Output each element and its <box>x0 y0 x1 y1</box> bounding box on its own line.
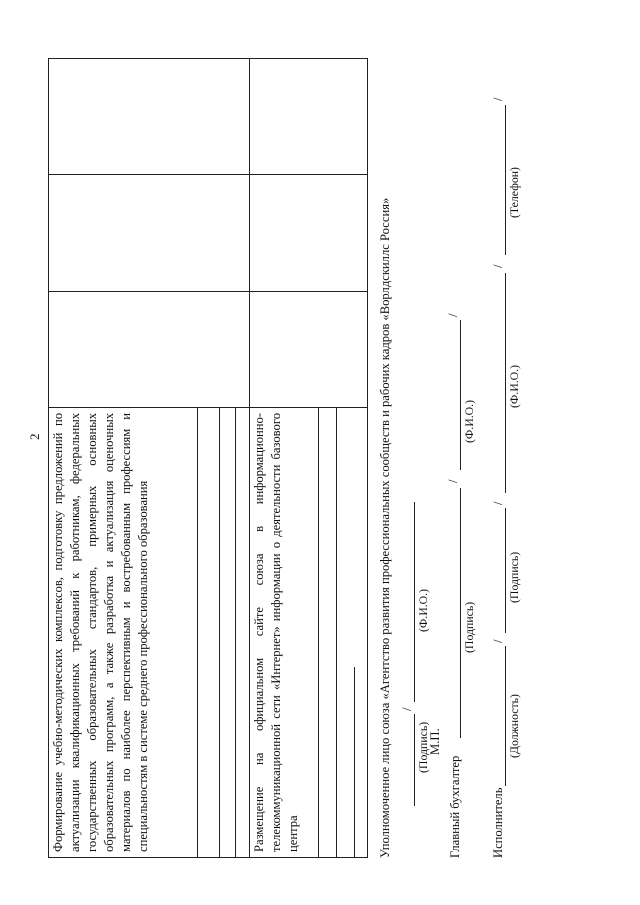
activity-description: Размещение на официальном сайте союза в информационно-телекоммуникационной сети «Интернет» информации о деятельности базового центра <box>252 413 300 852</box>
slash-separator: / <box>491 97 505 101</box>
slash-separator: / <box>491 501 505 505</box>
phone-caption: (Телефон) <box>507 167 521 218</box>
table-row <box>49 59 250 857</box>
table-cell-empty[interactable] <box>250 59 367 174</box>
authorized-fio-line[interactable] <box>414 502 415 702</box>
executor-fio-line[interactable] <box>505 273 506 493</box>
blank-line <box>235 407 236 857</box>
blank-line <box>318 407 319 857</box>
stamp-label: М.П. <box>428 728 442 755</box>
rotated-form-sheet <box>48 8 640 858</box>
signature-caption: (Подпись) <box>507 551 521 603</box>
slash-separator: / <box>491 264 505 268</box>
activities-table <box>48 58 368 858</box>
slash-separator: / <box>446 313 460 317</box>
chief-accountant-label: Главный бухгалтер <box>448 755 462 858</box>
blank-line <box>336 407 337 857</box>
table-cell-empty[interactable] <box>49 291 249 407</box>
position-caption: (Должность) <box>507 694 521 758</box>
slash-separator: / <box>446 479 460 483</box>
blank-line <box>219 407 220 857</box>
signature-caption: (Подпись) <box>462 601 476 653</box>
executor-label: Исполнитель <box>491 787 505 858</box>
signature-block <box>378 8 640 858</box>
activity-cell <box>250 407 367 857</box>
table-cell-empty[interactable] <box>250 174 367 291</box>
chief-accountant-signature-line[interactable] <box>460 488 461 738</box>
fio-caption: (Ф.И.О.) <box>416 588 430 632</box>
slash-separator: / <box>400 707 414 711</box>
signature-caption: (Подпись) <box>416 721 430 773</box>
chief-accountant-fio-line[interactable] <box>460 320 461 470</box>
blank-line <box>354 667 355 857</box>
activity-description: Формирование учебно-методических комплексов, подготовку предложений по актуализации квалификационных требований к работникам, федеральных государственных образовательных стандартов, примерных основных образовательных программ, а также разработка и актуализация оценочных материалов по наиболее перспективным и востребованным профессиям и специальностям в системе среднего профессионального образования <box>51 413 150 852</box>
table-row <box>250 59 367 857</box>
page-number: 2 <box>27 433 42 440</box>
executor-signature-line[interactable] <box>505 508 506 633</box>
authorized-person-label: Уполномоченное лицо союза «Агентство развития профессиональных сообществ и рабочих кадров «Ворлдскиллс Россия» <box>378 197 392 858</box>
table-cell-empty[interactable] <box>250 291 367 407</box>
fio-caption: (Ф.И.О.) <box>507 364 521 408</box>
fio-caption: (Ф.И.О.) <box>462 399 476 443</box>
activity-cell <box>49 407 249 857</box>
executor-position-line[interactable] <box>505 646 506 786</box>
table-cell-empty[interactable] <box>49 174 249 291</box>
authorized-signature-line[interactable] <box>414 714 415 806</box>
slash-separator: / <box>491 639 505 643</box>
blank-line <box>197 407 198 857</box>
table-cell-empty[interactable] <box>49 59 249 174</box>
executor-phone-line[interactable] <box>505 105 506 255</box>
